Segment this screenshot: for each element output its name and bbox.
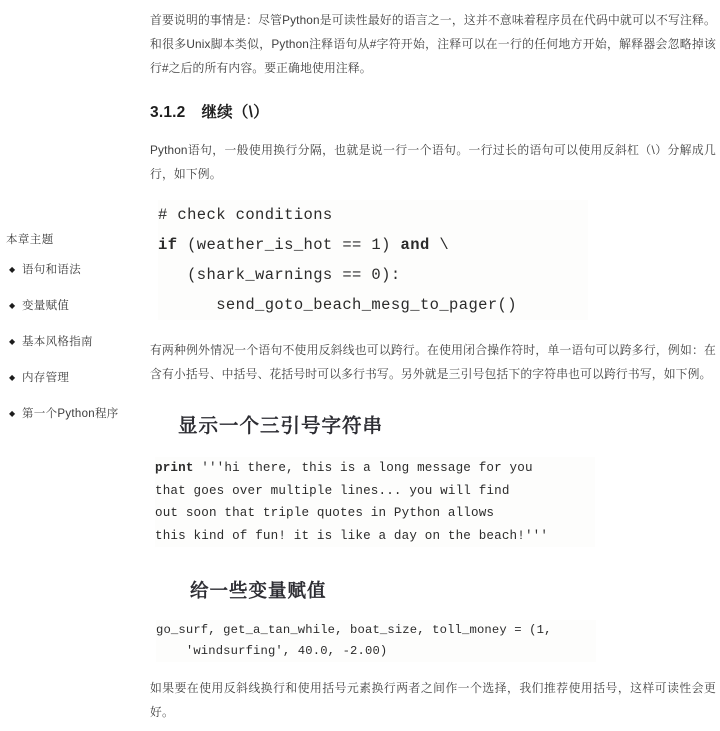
sidebar-item-variable-assignment[interactable]	[6, 298, 140, 314]
code-figure-line-continuation: # check conditions if (weather_is_hot == 1) and \ (shark_warnings == 0): send_goto_beach_mesg_to_pager()	[158, 200, 588, 320]
diamond-bullet-icon: ◆	[9, 301, 16, 310]
chapter-topics-sidebar	[0, 0, 140, 731]
spacer	[150, 122, 716, 138]
sidebar-item-label: 内存管理	[22, 372, 70, 384]
intro-paragraph: 首要说明的事情是：尽管Python是可读性最好的语言之一，这并不意味着程序员在代码中就可以不写注释。和很多Unix脚本类似，Python注释语句从#字符开始，注释可以在一行的任何地方开始，解释器会忽略掉该行#之后的所有内容。要正确地使用注释。	[150, 13, 716, 75]
code-figure-triple-quoted-string: print '''hi there, this is a long message for you that goes over multiple lines... you will find out soon that triple quotes in Python allows this kind of fun! it is like a day on the beach!'''	[155, 457, 595, 547]
figure-heading-triple-quoted-string: 显示一个三引号字符串	[178, 415, 384, 437]
section-number: 3.1.2	[150, 104, 186, 121]
sidebar-item-label: 变量赋值	[22, 300, 70, 312]
sidebar-title: 本章主题	[6, 234, 54, 246]
sidebar-item-label: 基本风格指南	[22, 336, 93, 348]
document-content	[140, 0, 720, 731]
continuation-paragraph: Python语句，一般使用换行分隔，也就是说一行一个语句。一行过长的语句可以使用反斜杠（\）分解成几行，如下例。	[150, 143, 716, 181]
diamond-bullet-icon: ◆	[9, 373, 16, 382]
spacer	[150, 320, 716, 338]
sidebar-item-statements-and-syntax[interactable]	[6, 262, 140, 278]
diamond-bullet-icon: ◆	[9, 337, 16, 346]
spacer	[150, 80, 716, 100]
multiline-paragraph: 有两种例外情况一个语句不使用反斜线也可以跨行。在使用闭合操作符时，单一语句可以跨多行，例如：在含有小括号、中括号、花括号时可以多行书写。另外就是三引号包括下的字符串也可以跨行书写，如下例。	[150, 343, 716, 381]
closing-paragraph: 如果要在使用反斜线换行和使用括号元素换行两者之间作一个选择，我们推荐使用括号，这样可读性会更好。	[150, 681, 716, 719]
section-title: 继续（\）	[201, 104, 269, 121]
code-figure-variable-assignment: go_surf, get_a_tan_while, boat_size, toll_money = (1, 'windsurfing', 40.0, -2.00)	[156, 620, 596, 662]
section-heading	[150, 100, 716, 122]
sidebar-item-label: 语句和语法	[22, 264, 81, 276]
spacer	[150, 662, 716, 676]
diamond-bullet-icon: ◆	[9, 265, 16, 274]
sidebar-item-memory-management[interactable]	[6, 370, 140, 386]
sidebar-item-style-guide[interactable]	[6, 334, 140, 350]
sidebar-item-label: 第一个Python程序	[22, 408, 119, 420]
sidebar-item-first-python-program[interactable]	[6, 406, 140, 422]
figure-heading-variable-assignment: 给一些变量赋值	[190, 580, 327, 601]
diamond-bullet-icon: ◆	[9, 409, 16, 418]
